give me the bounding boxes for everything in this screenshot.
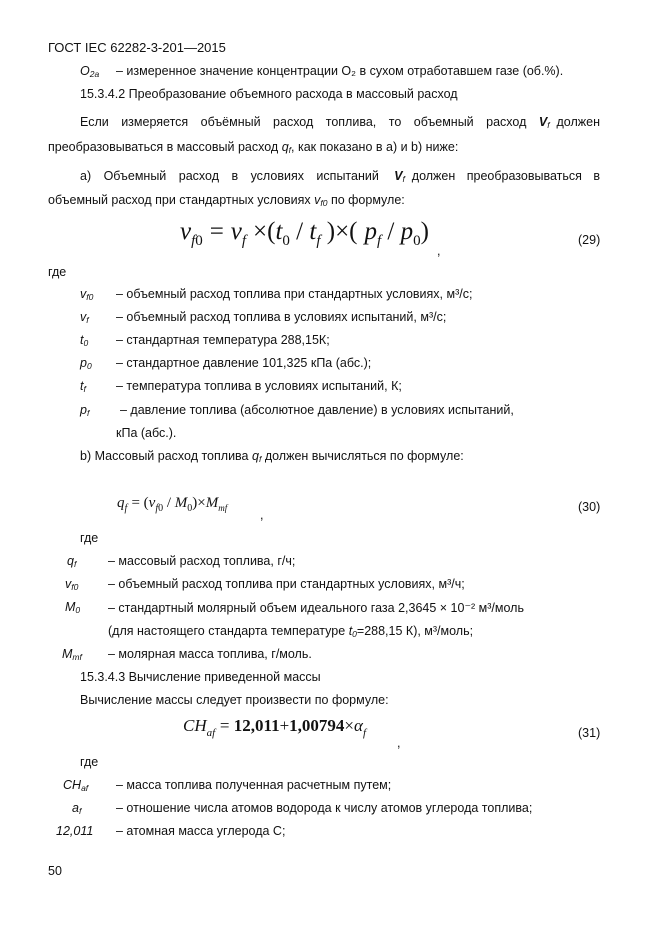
definition-text: – измеренное значение концентрации O₂ в сухом отработавшем газе (об.%). [116,64,564,78]
equation-31-comma: , [397,736,401,750]
paragraph-mass: Вычисление массы следует произвести по формуле: [80,693,389,707]
equation-31-number: (31) [578,726,601,740]
definition-symbol: $v_f$ [80,310,89,325]
definition-symbol: $M_0$ [65,600,81,615]
document-code: ГОСТ IEC 62282-3-201—2015 [48,40,226,55]
definition-text: – масса топлива полученная расчетным путем; [116,778,392,792]
definition-text: – температура топлива в условиях испытаний, К; [116,379,402,393]
definition-text: – объемный расход топлива при стандартных условиях, м³/с; [116,287,473,301]
equation-31: $CH_{af} = 12,011+1,00794\times\alpha_f$ [183,716,367,739]
definition-text: – атомная масса углерода C; [116,824,286,838]
definition-symbol: $q_f$ [67,554,77,569]
definition-text: – стандартный молярный объем идеального газа 2,3645 × 10⁻² м³/моль [108,601,524,615]
definition-symbol: $v_{f0}$ [80,287,94,302]
definition-symbol: $t_f$ [80,379,86,394]
definition-symbol: $t_0$ [80,333,89,348]
definition-text: – отношение числа атомов водорода к числу атомов углерода топлива; [116,801,533,815]
where-label-3: где [80,755,99,769]
equation-29: $v_{f0} = v_f \times(t_0 / t_f$ )×( $p_f / p_0$) [180,218,429,249]
definition-m0-continuation: (для настоящего стандарта температуре $t_0=288,15$ К), м³/моль; [108,624,474,639]
definition-symbol: $M_{mf}$ [62,647,82,662]
paragraph-volume-line2: преобразовываться в массовый расход $q_f$, как показано в a) и b) ниже: [48,140,459,155]
paragraph-volume-line1: Если измеряется объёмный расход топлива, то объемный расход $V_f$ должен [80,115,600,130]
equation-30-number: (30) [578,500,601,514]
definition-text: – давление топлива (абсолютное давление) в условиях испытаний, [120,403,514,417]
definition-text: – массовый расход топлива, г/ч; [108,554,296,568]
where-label-1: где [48,265,67,279]
definition-symbol: $p_f$ [80,403,90,418]
equation-29-comma: , [437,244,441,258]
section-title-15342: 15.3.4.2 Преобразование объемного расхода в массовый расход [80,87,458,101]
item-a-line2: объемный расход при стандартных условиях $v_{f0}$ по формуле: [48,193,405,208]
definition-symbol: 12,011 [56,824,94,838]
section-title-15343: 15.3.4.3 Вычисление приведенной массы [80,670,321,684]
equation-29-number: (29) [578,233,601,247]
definition-continuation: кПа (абс.). [116,426,177,440]
item-a-line1: а) Объемный расход в условиях испытаний $V_f$ должен преобразовываться в [80,169,600,184]
definition-text: – объемный расход топлива в условиях испытаний, м³/с; [116,310,447,324]
definition-o2a: $O_{2a}$ [80,64,100,79]
symbol: O [80,64,90,78]
item-b-line: b) Массовый расход топлива $q_f$ должен вычисляться по формуле: [80,449,464,464]
equation-30: $q_f = (v_{f0} / M_0)\times M_{mf}$ [117,495,228,514]
equation-30-comma: , [260,508,264,522]
definition-symbol: $p_0$ [80,356,92,371]
definition-text: – стандартное давление 101,325 кПа (абс.); [116,356,372,370]
definition-text: – объемный расход топлива при стандартных условиях, м³/ч; [108,577,465,591]
definition-symbol: $a_f$ [72,801,82,816]
page-number: 50 [48,864,62,878]
definition-symbol: $CH_{af}$ [63,778,89,793]
where-label-2: где [80,531,99,545]
definition-text: – стандартная температура 288,15К; [116,333,330,347]
definition-symbol: $v_{f0}$ [65,577,79,592]
definition-text: – молярная масса топлива, г/моль. [108,647,312,661]
